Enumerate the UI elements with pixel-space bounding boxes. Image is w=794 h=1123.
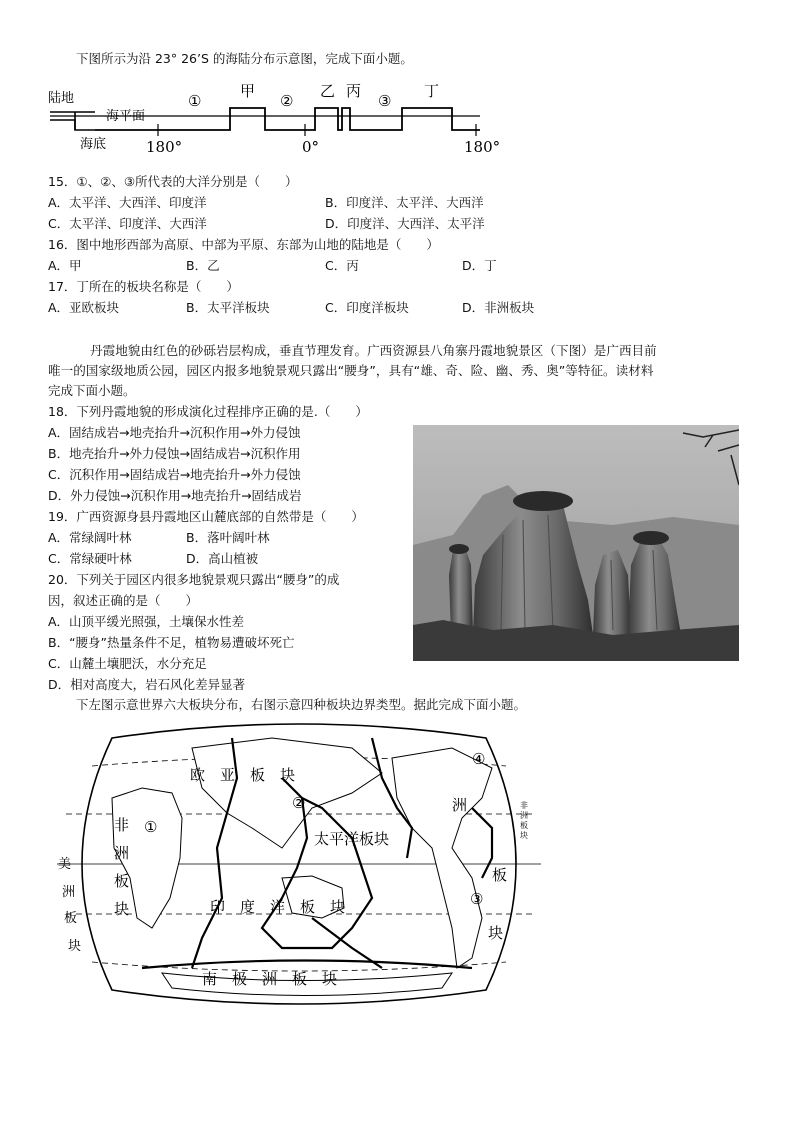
q16-stem: 16．图中地形西部为高原、中部为平原、东部为山地的陆地是（ ） bbox=[48, 237, 439, 252]
q16-option-d[interactable]: D．丁 bbox=[462, 258, 497, 273]
intro-text: 下图所示为沿 23° 26’S 的海陆分布示意图，完成下面小题。 bbox=[76, 51, 413, 66]
lon-0: 0° bbox=[302, 138, 320, 156]
q16-option-b[interactable]: B．乙 bbox=[186, 258, 220, 273]
q18-option-a[interactable]: A．固结成岩→地壳抬升→沉积作用→外力侵蚀 bbox=[48, 425, 301, 440]
small-plate-label-1: 非 bbox=[520, 801, 528, 810]
africa-label-1: 非 bbox=[114, 816, 130, 834]
boundary-marker-3: ③ bbox=[470, 890, 484, 908]
left-edge-label-2: 洲 bbox=[62, 885, 76, 900]
q15-stem: 15．①、②、③所代表的大洋分别是（ ） bbox=[48, 174, 298, 189]
sea-level-label: 海平面 bbox=[106, 109, 146, 124]
q15-option-b[interactable]: B．印度洋、太平洋、大西洋 bbox=[325, 195, 484, 210]
eurasia-plate-label: 欧 亚 板 块 bbox=[190, 766, 296, 784]
lon-180-right: 180° bbox=[464, 138, 501, 156]
america-label-2: 板 bbox=[492, 866, 508, 884]
left-edge-label-1: 美 bbox=[58, 857, 72, 872]
q19-option-d[interactable]: D．高山植被 bbox=[186, 551, 259, 566]
q20-stem-line-2: 因，叙述正确的是（ ） bbox=[48, 593, 199, 608]
pacific-plate-label: 太平洋板块 bbox=[314, 830, 390, 848]
marker-ocean-3: ③ bbox=[378, 92, 392, 110]
seafloor-label: 海底 bbox=[80, 137, 107, 152]
passage-line-1: 丹霞地貌由红色的砂砾岩层构成，垂直节理发育。广西资源县八角寨丹霞地貌景区（下图）是广西目前 bbox=[90, 343, 657, 358]
q19-stem: 19．广西资源身县丹霞地区山麓底部的自然带是（ ） bbox=[48, 509, 364, 524]
marker-ocean-2: ② bbox=[280, 92, 294, 110]
marker-jia: 甲 bbox=[240, 82, 256, 100]
q15-option-c[interactable]: C．太平洋、印度洋、大西洋 bbox=[48, 216, 207, 231]
q18-option-b[interactable]: B．地壳抬升→外力侵蚀→固结成岩→沉积作用 bbox=[48, 446, 301, 461]
lon-180-left: 180° bbox=[146, 138, 183, 156]
danxia-landform-photo bbox=[413, 425, 739, 661]
world-plates-map bbox=[52, 718, 546, 1010]
america-label-1: 洲 bbox=[452, 796, 468, 814]
intro-plates-text: 下左图示意世界六大板块分布，右图示意四种板块边界类型。据此完成下面小题。 bbox=[76, 697, 527, 712]
marker-ocean-1: ① bbox=[188, 92, 202, 110]
marker-yi: 乙 bbox=[320, 82, 336, 100]
indian-plate-label: 印 度 洋 板 块 bbox=[210, 898, 346, 916]
q20-stem-line-1: 20．下列关于园区内很多地貌景观只露出“腰身”的成 bbox=[48, 572, 340, 587]
q18-stem: 18．下列丹霞地貌的形成演化过程排序正确的是.（ ） bbox=[48, 404, 368, 419]
q16-option-a[interactable]: A．甲 bbox=[48, 258, 82, 273]
marker-ding: 丁 bbox=[424, 82, 440, 100]
africa-label-3: 板 bbox=[114, 872, 130, 890]
q16-option-c[interactable]: C．丙 bbox=[325, 258, 359, 273]
left-edge-label-3: 板 bbox=[64, 911, 78, 926]
passage-line-3: 完成下面小题。 bbox=[48, 383, 136, 398]
q20-option-c[interactable]: C．山麓土壤肥沃，水分充足 bbox=[48, 656, 207, 671]
land-sea-profile-diagram bbox=[40, 78, 510, 162]
q17-option-b[interactable]: B．太平洋板块 bbox=[186, 300, 270, 315]
boundary-marker-1: ① bbox=[144, 818, 158, 836]
marker-bing: 丙 bbox=[346, 82, 362, 100]
q20-option-a[interactable]: A．山顶平缓光照强，土壤保水性差 bbox=[48, 614, 245, 629]
america-label-3: 块 bbox=[488, 924, 504, 942]
land-label: 陆地 bbox=[48, 91, 75, 106]
boundary-marker-2: ② bbox=[292, 794, 306, 812]
q17-option-c[interactable]: C．印度洋板块 bbox=[325, 300, 409, 315]
africa-label-4: 块 bbox=[114, 900, 130, 918]
q17-option-d[interactable]: D．非洲板块 bbox=[462, 300, 535, 315]
q17-stem: 17．丁所在的板块名称是（ ） bbox=[48, 279, 239, 294]
q17-option-a[interactable]: A．亚欧板块 bbox=[48, 300, 120, 315]
q19-option-b[interactable]: B．落叶阔叶林 bbox=[186, 530, 270, 545]
q20-option-b[interactable]: B．“腰身”热量条件不足，植物易遭破坏死亡 bbox=[48, 635, 295, 650]
q18-option-d[interactable]: D．外力侵蚀→沉积作用→地壳抬升→固结成岩 bbox=[48, 488, 302, 503]
boundary-marker-4: ④ bbox=[472, 750, 486, 768]
q20-option-d[interactable]: D．相对高度大，岩石风化差异显著 bbox=[48, 677, 246, 692]
small-plate-label-3: 板 bbox=[520, 821, 528, 830]
q18-option-c[interactable]: C．沉积作用→固结成岩→地壳抬升→外力侵蚀 bbox=[48, 467, 301, 482]
passage-line-2: 唯一的国家级地质公园，园区内报多地貌景观只露出“腰身”，具有“雄、奇、险、幽、秀、奥”等特征。读材料 bbox=[48, 363, 654, 378]
q15-option-d[interactable]: D．印度洋、大西洋、太平洋 bbox=[325, 216, 485, 231]
left-edge-label-4: 块 bbox=[68, 939, 82, 954]
q19-option-a[interactable]: A．常绿阔叶林 bbox=[48, 530, 132, 545]
q19-option-c[interactable]: C．常绿硬叶林 bbox=[48, 551, 132, 566]
small-plate-label-4: 块 bbox=[520, 831, 528, 840]
q15-option-a[interactable]: A．太平洋、大西洋、印度洋 bbox=[48, 195, 207, 210]
small-plate-label-2: 洲 bbox=[520, 811, 528, 820]
antarctic-plate-label: 南 极 洲 板 块 bbox=[202, 970, 338, 988]
africa-label-2: 洲 bbox=[114, 844, 130, 862]
